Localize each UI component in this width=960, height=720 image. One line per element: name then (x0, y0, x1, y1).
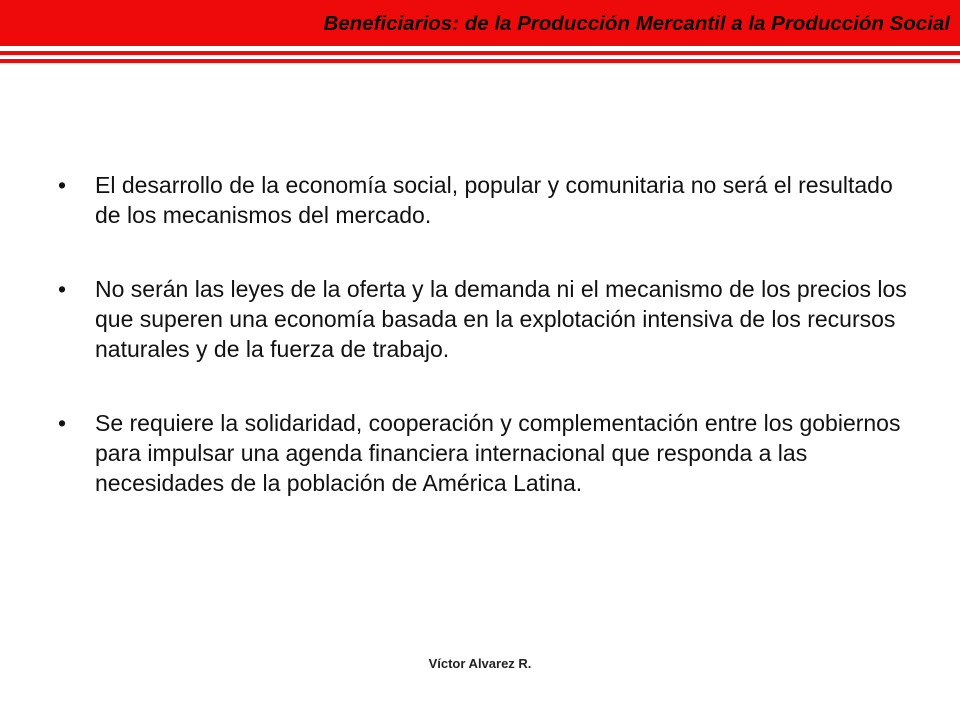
title-bar (0, 0, 960, 46)
bullet-text: Se requiere la solidaridad, cooperación y complementación entre los gobiernos para impulsar una agenda financiera internacional que responda a las necesidades de la población de América Latina. (95, 410, 901, 496)
bullet-item (58, 170, 918, 230)
bullet-text: El desarrollo de la economía social, popular y comunitaria no será el resultado de los mecanismos del mercado. (95, 172, 893, 228)
bullet-item (58, 274, 918, 364)
bullet-text: No serán las leyes de la oferta y la demanda ni el mecanismo de los precios los que superen una economía basada en la explotación intensiva de los recursos naturales y de la fuerza de trabajo. (95, 276, 907, 362)
bullet-marker: • (58, 410, 67, 436)
bullet-marker: • (58, 276, 67, 302)
bullet-item (58, 408, 918, 498)
slide-title: Beneficiarios: de la Producción Mercantil a la Producción Social (323, 12, 950, 35)
bullet-list (58, 170, 918, 542)
title-underline-bottom (0, 59, 960, 63)
footer-author: Víctor Alvarez R. (428, 656, 532, 671)
bullet-marker: • (58, 172, 67, 198)
